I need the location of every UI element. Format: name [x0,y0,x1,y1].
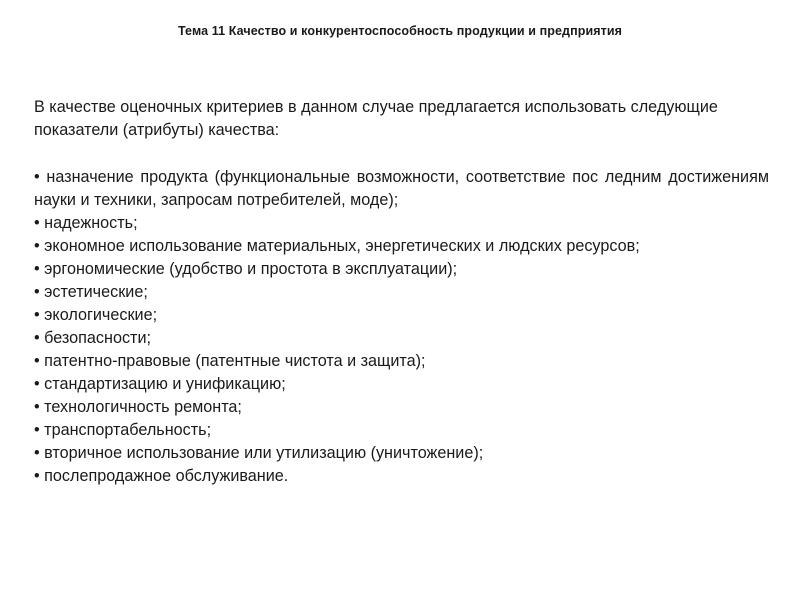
list-item: • эстетические; [34,283,148,301]
list-item: • стандартизацию и унификацию; [34,375,286,393]
list-item: • послепродажное обслуживание. [34,467,289,485]
intro-paragraph: В качестве оценочных критериев в данном случае предлагается использовать следующие показатели (атрибуты) качества: [34,98,718,139]
list-item: • вторичное использование или утилизацию (уничтожение); [34,444,484,462]
slide-content [34,96,769,488]
list-item: • технологичность ремонта; [34,398,242,416]
list-item: • эргономические (удобство и простота в эксплуатации); [34,260,458,278]
quality-criteria-list [34,166,769,488]
list-item: • транспортабельность; [34,421,212,439]
list-item: • экономное использование материальных, энергетических и людских ресурсов; [34,237,640,255]
list-item: • назначение продукта (функциональные возможности, соответствие пос ледним достижениям науки и техники, запросам потребителей, моде); [34,168,769,209]
list-item: • надежность; [34,214,138,232]
list-item: • патентно-правовые (патентные чистота и защита); [34,352,426,370]
list-item: • безопасности; [34,329,151,347]
slide-title: Тема 11 Качество и конкурентоспособность продукции и предприятия [177,24,623,38]
list-item: • экологические; [34,306,158,324]
